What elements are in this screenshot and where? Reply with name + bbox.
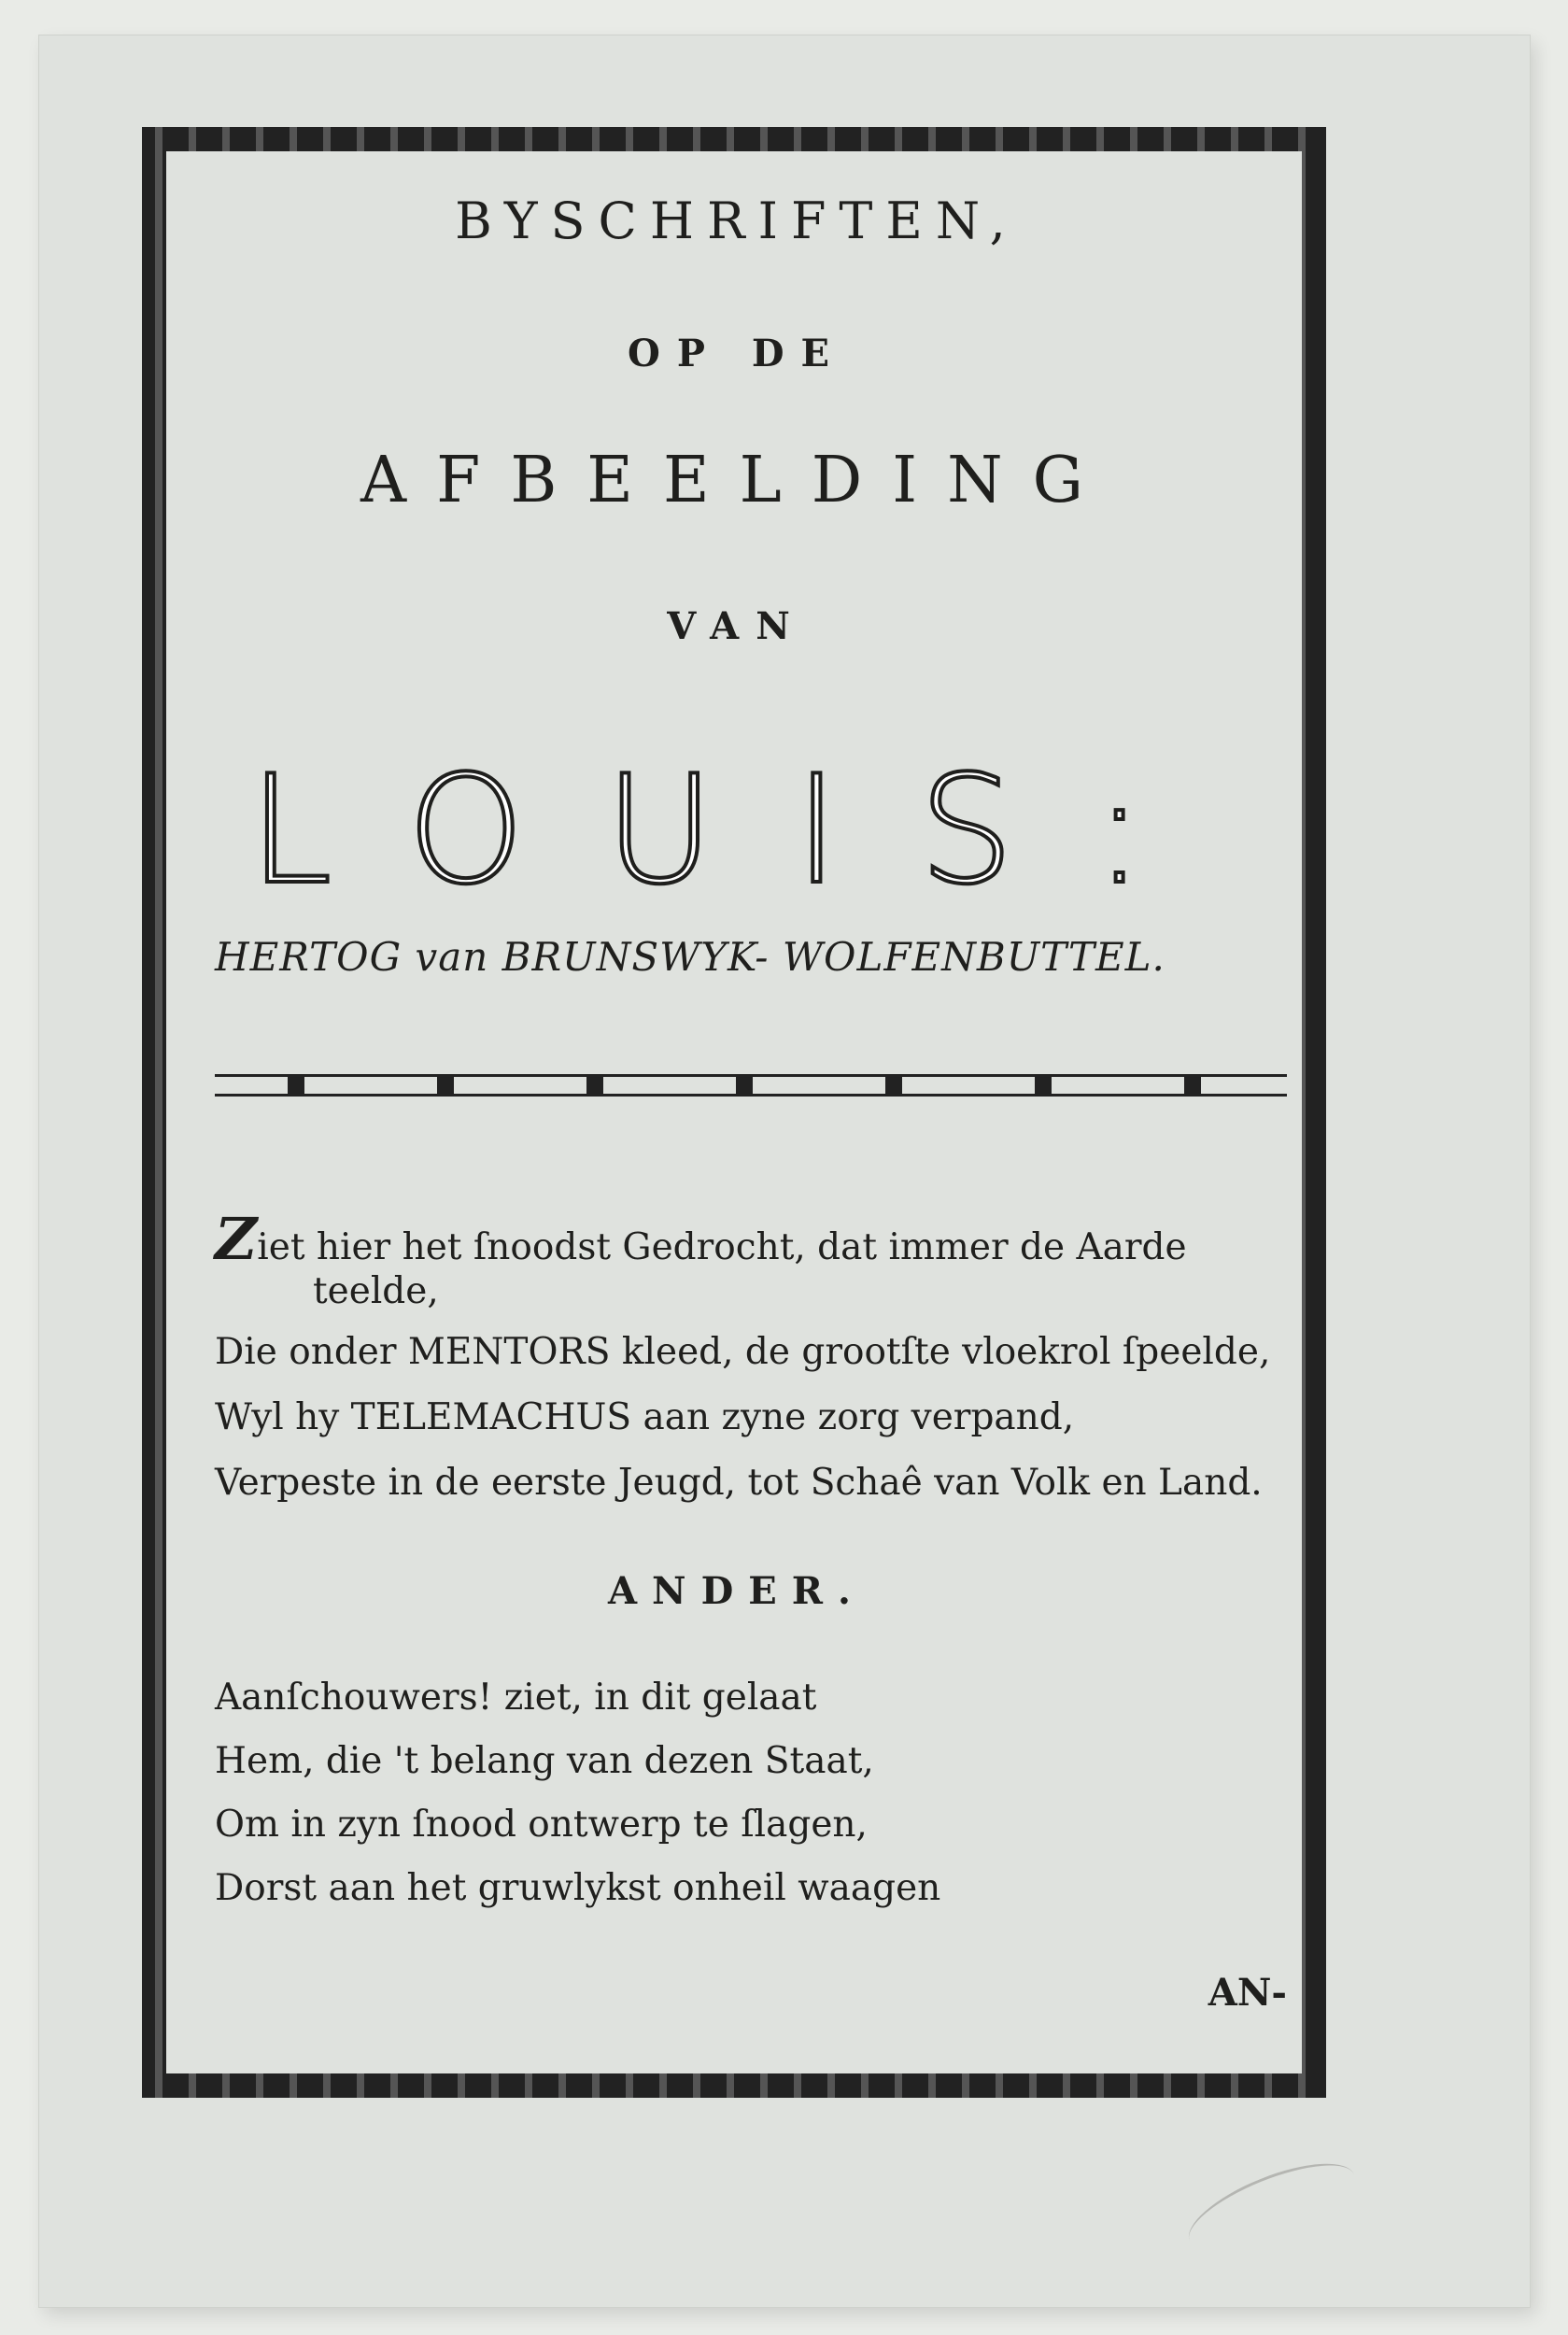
catchword: AN- bbox=[1208, 1971, 1287, 2015]
title-van: VAN bbox=[667, 604, 807, 648]
poem-2-line-4: Dorst aan het gruwlykst onheil waagen bbox=[215, 1867, 941, 1909]
title-louis: LOUIS: bbox=[248, 743, 1225, 917]
title-afbeelding: AFBEELDING bbox=[360, 444, 1113, 517]
title-op-de: OP DE bbox=[627, 332, 847, 375]
subtitle-hertog: HERTOG van BRUNSWYK- WOLFENBUTTEL. bbox=[215, 934, 1165, 980]
poem-1-line-1 bbox=[215, 1205, 1187, 1273]
poem-1-line-1-text: iet hier het ſnoodst Gedrocht, dat immer de Aarde bbox=[257, 1226, 1187, 1268]
page-content bbox=[187, 163, 1287, 2059]
ander-heading: ANDER. bbox=[608, 1569, 866, 1613]
poem-1-line-3: Die onder MENTORS kleed, de grootſte vloekrol ſpeelde, bbox=[215, 1331, 1271, 1373]
title-byschriften: BYSCHRIFTEN, bbox=[455, 191, 1019, 250]
poem-2-line-1: Aanſchouwers! ziet, in dit gelaat bbox=[215, 1677, 817, 1719]
drop-initial: Z bbox=[215, 1205, 258, 1273]
poem-1-line-4: Wyl hy TELEMACHUS aan zyne zorg verpand, bbox=[215, 1396, 1075, 1438]
ornamental-rule bbox=[215, 1074, 1287, 1097]
poem-2-line-3: Om in zyn ſnood ontwerp te ſlagen, bbox=[215, 1804, 868, 1846]
poem-1-line-5: Verpeste in de eerste Jeugd, tot Schaê van Volk en Land. bbox=[215, 1462, 1263, 1504]
poem-2-line-2: Hem, die 't belang van dezen Staat, bbox=[215, 1740, 874, 1782]
poem-1-line-2: teelde, bbox=[313, 1270, 439, 1312]
